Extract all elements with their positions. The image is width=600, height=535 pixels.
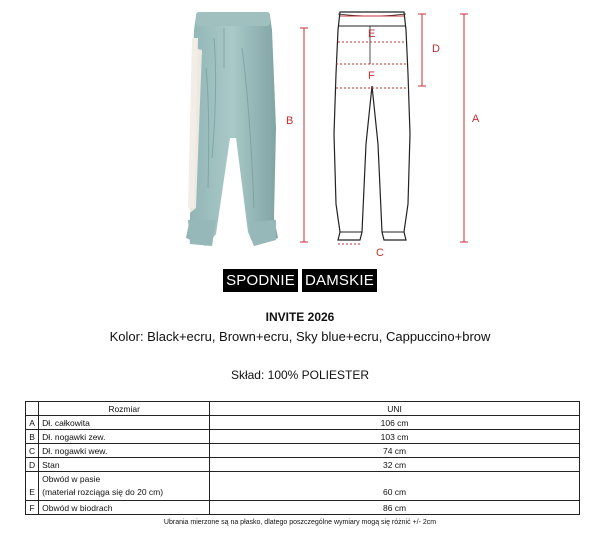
row-value: 60 cm xyxy=(210,472,580,501)
row-letter: D xyxy=(26,458,39,472)
product-title xyxy=(0,269,600,292)
model-name: INVITE 2026 xyxy=(265,310,335,324)
row-name: Dł. całkowita xyxy=(39,416,210,430)
label-c: C xyxy=(376,247,384,259)
table-row xyxy=(26,472,580,501)
row-letter: C xyxy=(26,444,39,458)
table-row xyxy=(26,444,580,458)
row-value: 74 cm xyxy=(210,444,580,458)
row-letter: E xyxy=(26,472,39,501)
title-word-2: DAMSKIE xyxy=(302,269,377,292)
label-a: A xyxy=(472,113,480,125)
table-row xyxy=(26,416,580,430)
row-name xyxy=(39,472,210,501)
label-e: E xyxy=(368,28,376,40)
pants-outline xyxy=(334,12,410,240)
composition: Skład: 100% POLIESTER xyxy=(230,368,370,382)
header-blank xyxy=(26,402,39,416)
label-f: F xyxy=(368,70,375,82)
row-value: 103 cm xyxy=(210,430,580,444)
row-name-line2: (materiał rozciąga się do 20 cm) xyxy=(42,487,164,497)
title-word-1: SPODNIE xyxy=(223,269,298,292)
row-name: Stan xyxy=(39,458,210,472)
row-value: 86 cm xyxy=(210,501,580,515)
table-row xyxy=(26,430,580,444)
header-size-uni: UNI xyxy=(210,402,580,416)
measurement-note: Ubrania mierzone są na płasko, dlatego poszczególne wymiary mogą się różnić +/- 2cm xyxy=(163,519,437,526)
table-row xyxy=(26,501,580,515)
row-letter: B xyxy=(26,430,39,444)
row-name-line1: Obwód w pasie xyxy=(42,474,101,484)
row-name: Dł. nogawki zew. xyxy=(39,430,210,444)
table-row xyxy=(26,458,580,472)
size-diagram xyxy=(282,4,492,260)
row-name: Dł. nogawki wew. xyxy=(39,444,210,458)
row-value: 106 cm xyxy=(210,416,580,430)
size-table xyxy=(25,401,580,515)
header-size-name: Rozmiar xyxy=(39,402,210,416)
label-b: B xyxy=(286,115,294,127)
row-value: 32 cm xyxy=(210,458,580,472)
colors-line: Kolor: Black+ecru, Brown+ecru, Sky blue+ecru, Cappuccino+brow xyxy=(109,329,491,344)
row-letter: F xyxy=(26,501,39,515)
row-name: Obwód w biodrach xyxy=(39,501,210,515)
row-letter: A xyxy=(26,416,39,430)
product-photo xyxy=(184,8,280,252)
label-d: D xyxy=(432,43,440,55)
table-header-row xyxy=(26,402,580,416)
